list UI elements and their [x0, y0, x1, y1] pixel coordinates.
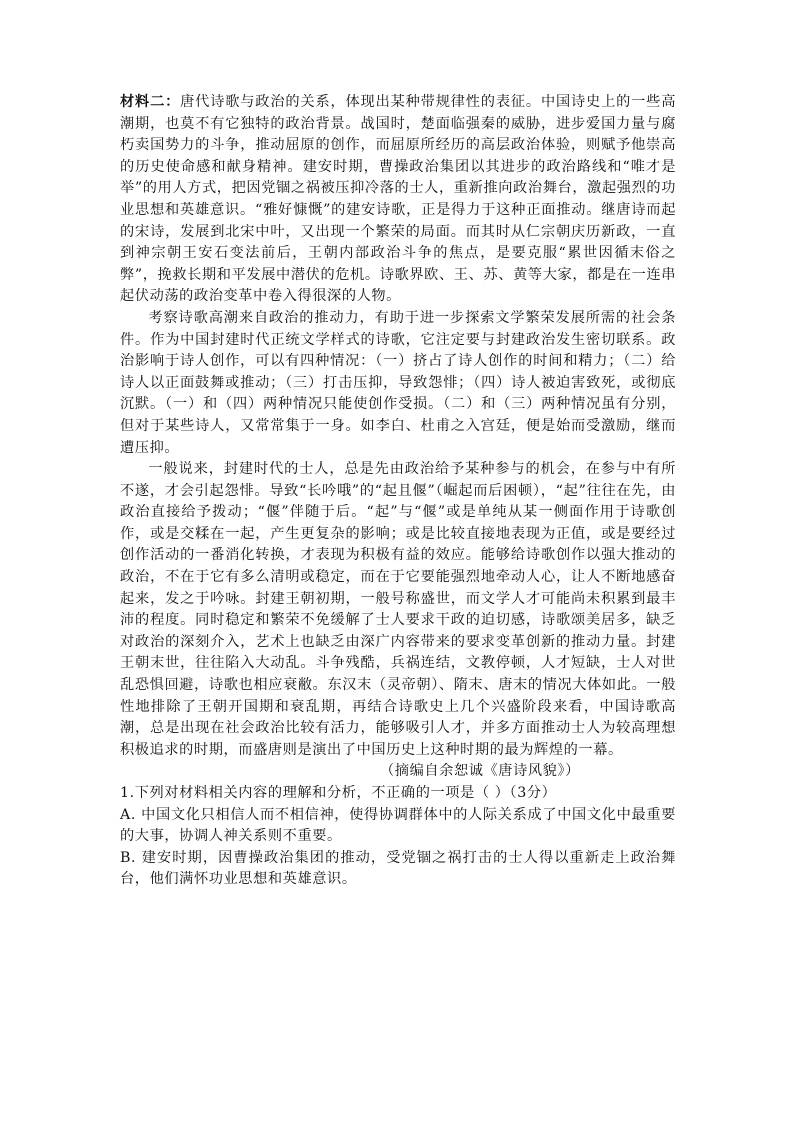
option-a: A. 中国文化只相信人而不相信神，使得协调群体中的人际关系成了中国文化中最重要的大事，协调人神关系则不重要。 — [120, 806, 676, 845]
material-paragraph-2: 考察诗歌高潮来自政治的推动力，有助于进一步探索文学繁荣发展所需的社会条件。作为中国封建时代正统文学样式的诗歌，它注定要与封建政治发生密切联系。政治影响于诗人创作，可以有四种情况：（一）挤占了诗人创作的时间和精力；（二）给诗人以正面鼓舞或推动；（三）打击压抑，导致怨悱；（四）诗人被迫害致死，或彻底沉默。（一）和（四）两种情况只能使创作受损。（二）和（三）两种情况虽有分别，但对于某些诗人，又常常集于一身。如李白、杜甫之入宫廷，便是始而受激励，继而遭压抑。 — [120, 309, 676, 456]
option-b: B. 建安时期，因曹操政治集团的推动，受党锢之祸打击的士人得以重新走上政治舞台，他们满怀功业思想和英雄意识。 — [120, 849, 676, 888]
question-stem: 1.下列对材料相关内容的理解和分析，不正确的一项是（ ）（3分） — [120, 785, 557, 801]
document-page — [120, 92, 676, 891]
material-paragraph-1 — [120, 92, 676, 308]
material-paragraph-3: 一般说来，封建时代的士人，总是先由政治给予某种参与的机会，在参与中有所不遂，才会引起怨悱。导致“长吟哦”的“起且偃”（崛起而后困顿），“起”往往在先，由政治直接给予拨动；“偃”伴随于后。“起”与“偃”或是单纯从某一侧面作用于诗歌创作，或是交糅在一起，产生更复杂的影响；或是比较直接地表现为正值，或是要经过创作活动的一番消化转换，才表现为积极有益的效应。能够给诗歌创作以强大推动的政治，不在于它有多么清明或稳定，而在于它要能强烈地牵动人心，让人不断地感奋起来，发之于吟咏。封建王朝初期，一般号称盛世，而文学人才可能尚未积累到最丰沛的程度。同时稳定和繁荣不免缓解了士人要求干政的迫切感，诗歌颂美居多，缺乏对政治的深刻介入，艺术上也缺乏由深广内容带来的要求变革创新的推动力量。封建王朝末世，往往陷入大动乱。斗争残酷，兵祸连结，文教停顿，人才短缺，士人对世乱恐惧回避，诗歌也相应衰敝。东汉末（灵帝朝）、隋末、唐末的情况大体如此。一般性地排除了王朝开国期和衰乱期，再结合诗歌史上几个兴盛阶段来看，中国诗歌高潮，总是出现在社会政治比较有活力，能够吸引人才，并多方面推动士人为较高理想积极追求的时期，而盛唐则是演出了中国历史上这种时期的最为辉煌的一幕。 — [120, 461, 676, 758]
material-paragraph-1-text: 唐代诗歌与政治的关系，体现出某种带规律性的表征。中国诗史上的一些高潮期，也莫不有它独特的政治背景。战国时，楚面临强秦的威胁，进步爱国力量与腐朽卖国势力的斗争，推动屈原的创作，而屈原所经历的高层政治体验，则赋予他崇高的历史使命感和献身精神。建安时期，曹操政治集团以其进步的政治路线和“唯才是举”的用人方式，把因党锢之祸被压抑冷落的士人，重新推向政治舞台，激起强烈的功业思想和英雄意识。“雅好慷慨”的建安诗歌，正是得力于这种正面推动。继唐诗而起的宋诗，发展到北宋中叶，又出现一个繁荣的局面。而其时从仁宗朝庆历新政，一直到神宗朝王安石变法前后，王朝内部政治斗争的焦点，是要克服“累世因循末俗之弊”，挽救长期和平发展中潜伏的危机。诗歌界欧、王、苏、黄等大家，都是在一连串起伏动荡的政治变革中卷入得很深的人物。 — [120, 94, 676, 305]
source-citation: （摘编自余恕诚《唐诗风貌》） — [380, 763, 580, 780]
material-label: 材料二： — [120, 94, 181, 110]
